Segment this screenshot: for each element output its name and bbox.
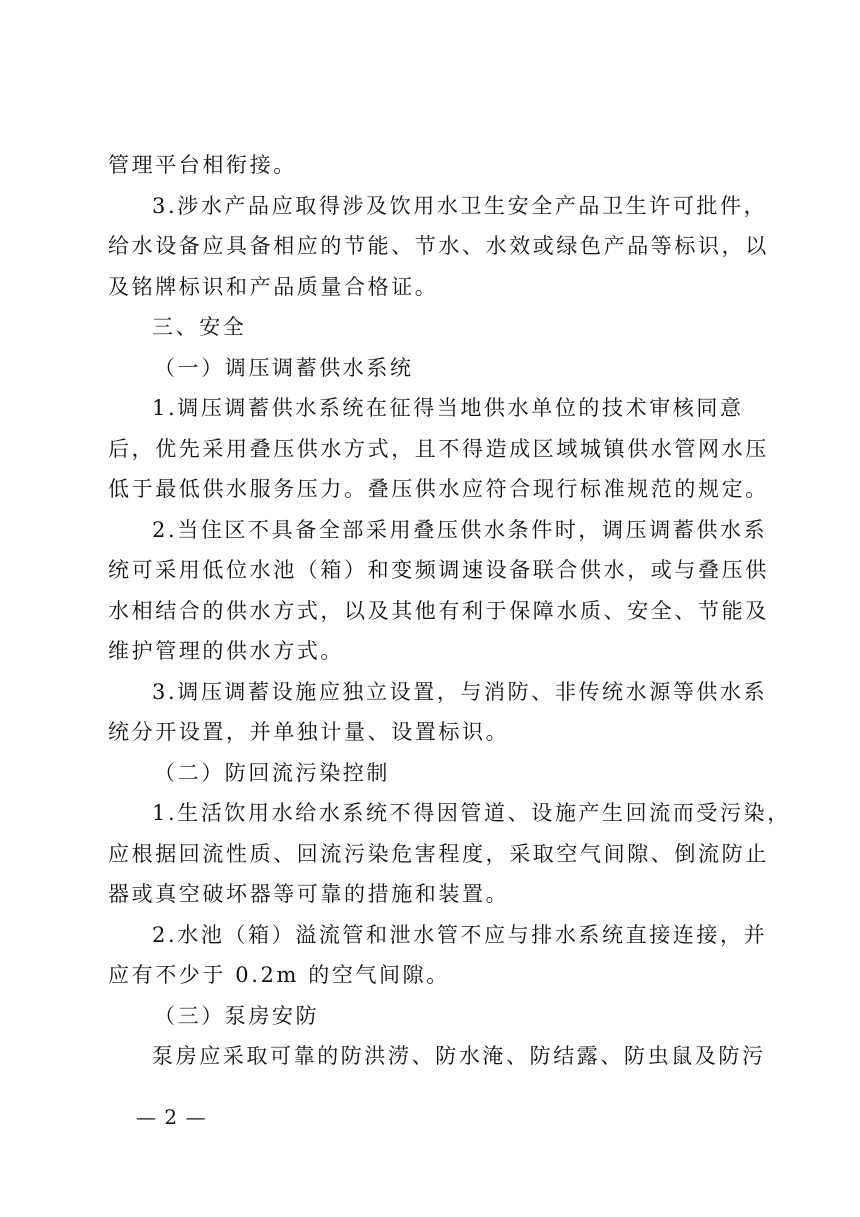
- paragraph-line: 水相结合的供水方式，以及其他有利于保障水质、安全、节能及: [108, 598, 769, 623]
- subsection-heading: （二）防回流污染控制: [154, 760, 390, 785]
- paragraph-line: 1.调压调蓄供水系统在征得当地供水单位的技术审核同意: [152, 396, 744, 420]
- paragraph-line: 应根据回流性质、回流污染危害程度，采取空气间隙、倒流防止: [108, 841, 769, 866]
- paragraph-line: 泵房应采取可靠的防洪涝、防水淹、防结露、防虫鼠及防污: [152, 1044, 766, 1068]
- page-number: — 2 —: [136, 1105, 207, 1129]
- paragraph-line: 维护管理的供水方式。: [108, 639, 344, 663]
- paragraph-line: 3.涉水产品应取得涉及饮用水卫生安全产品卫生许可批件，: [152, 193, 768, 218]
- subsection-heading: （三）泵房安防: [154, 1003, 320, 1028]
- subsection-heading: （一）调压调蓄供水系统: [154, 355, 414, 380]
- paragraph-line: 给水设备应具备相应的节能、节水、水效或绿色产品等标识，以: [108, 234, 769, 258]
- body-text: [108, 145, 791, 1077]
- paragraph-line: 后，优先采用叠压供水方式，且不得造成区域城镇供水管网水压: [108, 436, 769, 461]
- paragraph-line: 及铭牌标识和产品质量合格证。: [108, 274, 439, 299]
- paragraph-line: 低于最低供水服务压力。叠压供水应符合现行标准规范的规定。: [108, 477, 769, 501]
- section-heading: 三、安全: [152, 315, 247, 339]
- paragraph-line: 1.生活饮用水给水系统不得因管道、设施产生回流而受污染，: [152, 801, 791, 825]
- paragraph-line: 2.水池（箱）溢流管和泄水管不应与排水系统直接连接，并: [152, 922, 768, 947]
- paragraph-line: 统可采用低位水池（箱）和变频调速设备联合供水，或与叠压供: [108, 558, 769, 582]
- paragraph-line: 管理平台相衔接。: [108, 153, 297, 177]
- paragraph-line: 2.当住区不具备全部采用叠压供水条件时，调压调蓄供水系: [152, 517, 768, 542]
- paragraph-line: 应有不少于 0.2m 的空气间隙。: [108, 963, 450, 987]
- paragraph-line: 统分开设置，并单独计量、设置标识。: [108, 720, 510, 744]
- paragraph-line: 3.调压调蓄设施应独立设置，与消防、非传统水源等供水系: [152, 679, 768, 704]
- paragraph-line: 器或真空破坏器等可靠的措施和装置。: [108, 882, 510, 906]
